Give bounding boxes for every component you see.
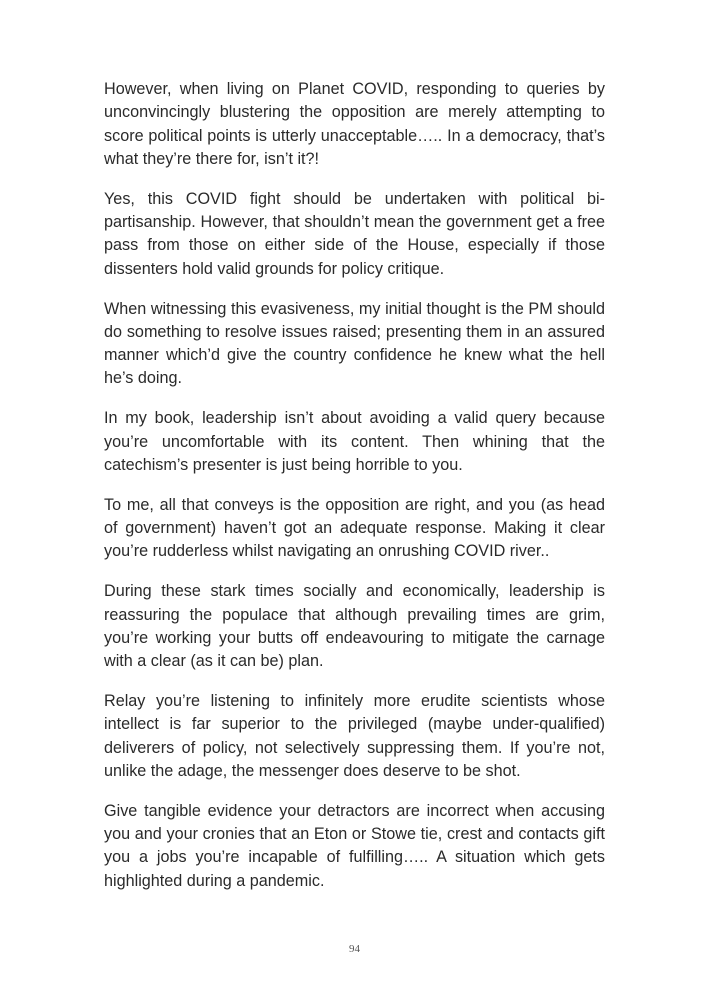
paragraph: In my book, leadership isn’t about avoiding a valid query because you’re uncomfortable with its content. Then whining that the catechism’s presenter is just being horrible to you.	[104, 409, 605, 474]
paragraph: Relay you’re listening to infinitely more erudite scientists whose intellect is far superior to the privileged (maybe under-qualified) deliverers of policy, not selectively suppressing them. If you’re not, unlike the adage, the messenger does deserve to be shot.	[104, 692, 605, 780]
page-number: 94	[349, 943, 360, 955]
paragraph: To me, all that conveys is the opposition are right, and you (as head of government) haven’t got an adequate response. Making it clear you’re rudderless whilst navigating an onrushing COVID river..	[104, 495, 605, 561]
paragraph: Yes, this COVID fight should be undertaken with political bi-partisanship. However, that shouldn’t mean the government get a free pass from those on either side of the House, especially if those dissenters hold valid grounds for policy critique.	[104, 189, 605, 278]
paragraph: When witnessing this evasiveness, my initial thought is the PM should do something to resolve issues raised; presenting them in an assured manner which’d give the country confidence he knew what the hell he’s doing.	[104, 299, 605, 388]
paragraph: During these stark times socially and economically, leadership is reassuring the populace that although prevailing times are grim, you’re working your butts off endeavouring to mitigate the carnage with a clear (as it can be) plan.	[104, 582, 605, 671]
page-body	[104, 78, 605, 910]
paragraph: Give tangible evidence your detractors are incorrect when accusing you and your cronies that an Eton or Stowe tie, crest and contacts gift you a jobs you’re incapable of fulfilling….. A situation which gets highlighted during a pandemic.	[104, 801, 605, 890]
paragraph: However, when living on Planet COVID, responding to queries by unconvincingly blustering the opposition are merely attempting to score political points is utterly unacceptable….. In a democracy, that’s what they’re there for, isn’t it?!	[104, 80, 605, 168]
